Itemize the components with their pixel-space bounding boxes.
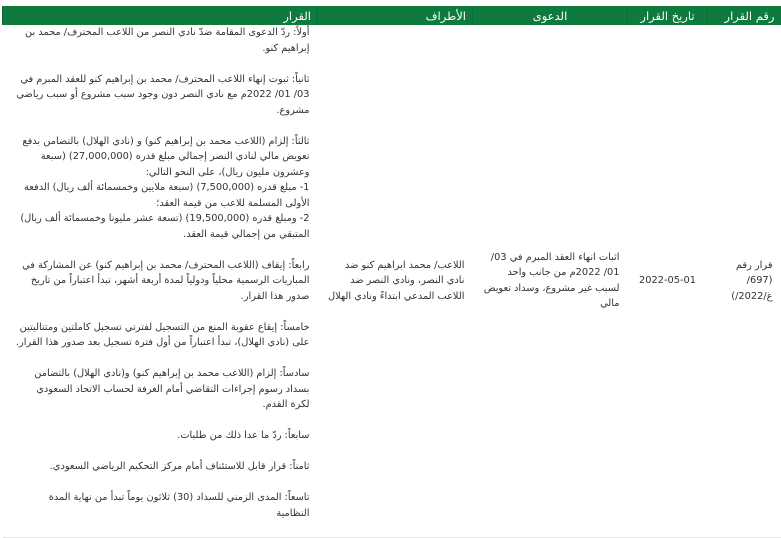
table-header-row [3,6,781,25]
cell-decision-number: قرار رقم (697/ غ/2022/) [708,25,781,537]
decision-item-2: ثانياً: ثبوت إنهاء اللاعب المحترف/ محمد بن إبراهيم كنو للعقد المبرم في 03/ 01/ 2022م مع نادي النصر دون وجود سبب مشروع أو سبب رياضي مشروع. [16,73,310,116]
header-decision: القرار [3,6,318,25]
table-row [3,25,781,537]
decision-item-5: خامساً: إيقاع عقوبة المنع من التسجيل لفترتي تسجيل كاملتين ومتتاليتين على (نادي الهلال)، تبدأ اعتباراً من أول فترة تسجيل بعد صدور هذا القرار. [15,321,310,348]
decision-item-6: سادساً: إلزام (اللاعب محمد بن إبراهيم كنو) و(نادي الهلال) بالتضامن بسداد رسوم إجراءات التقاضي أمام الغرفة لحساب الاتحاد السعودي لكرة القدم. [34,368,310,410]
header-parties: الأطراف [318,6,473,25]
decision-item-4: رابعاً: إيقاف (اللاعب المحترف/ محمد بن إبراهيم كنو) عن المشاركة في المباريات الرسمية محلياً ودولياً لمدة أربعة أشهر، تبدأ اعتباراً من تاريخ صدور هذا القرار. [22,259,310,302]
cell-decision [3,25,318,537]
decision-item-1: أولاً: ردّ الدعوى المقامة ضدّ نادي النصر من اللاعب المحترف/ محمد بن إبراهيم كنو. [25,27,310,54]
cell-parties: اللاعب/ محمد ابراهيم كنو ضد نادي النصر، ونادي النصر ضد اللاعب المدعي ابتداءً ونادي الهلال [318,25,473,537]
decision-item-9: تاسعاً: المدى الزمني للسداد (30) ثلاثون يوماً تبدأ من نهاية المدة النظامية [48,492,310,519]
cell-claim: اثبات انهاء العقد المبرم في 03/ 01/ 2022م من جانب واحد لسبب غير مشروع، وسداد تعويض مالي [473,25,628,537]
decision-item-3: ثالثاً: إلزام (اللاعب محمد بن إبراهيم كنو) و (نادي الهلال) بالتضامن بدفع تعويض مالي لنادي النصر إجمالي مبلغ قدره (27,000,000) (سبعة وعشرون مليون ريال)، على النحو التالي: 1- مبلغ قدره (7,500,000) (سبعة ملايين وخمسمائة ألف ريال) الدفعة الأولى المسلمة للاعب من قيمة العقد؛ 2- ومبلغ قدره (19,500,000) (تسعة عشر مليونا وخمسمائة ألف ريال) المتبقي من إجمالي قيمة العقد. [20,135,310,240]
decision-item-8: ثامناً: قرار قابل للاستئناف أمام مركز التحكيم الرياضي السعودي. [49,461,310,472]
decisions-table [2,6,781,538]
decision-item-7: سابعاً: ردّ ما عدا ذلك من طلبات. [177,430,310,441]
header-claim: الدعوى [473,6,628,25]
header-decision-date: تاريخ القرار [628,6,708,25]
header-decision-number: رقم القرار [708,6,781,25]
cell-decision-date: 2022-05-01 [628,25,708,537]
